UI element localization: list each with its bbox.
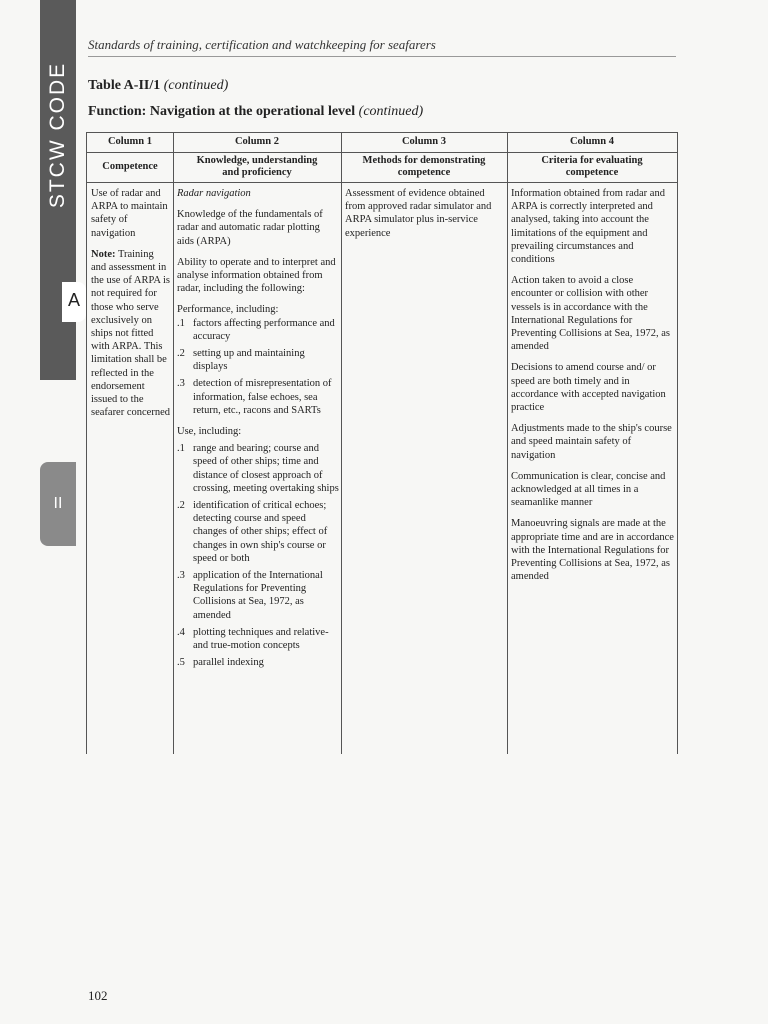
- chapter-label: II: [53, 495, 63, 512]
- table-rule-header: [87, 182, 677, 183]
- running-head: Standards of training, certification and watchkeeping for seafarers: [88, 37, 436, 52]
- side-tab-stcw-code: [40, 0, 80, 380]
- column-divider-1: [173, 132, 174, 754]
- function-title-suffix: (continued): [358, 104, 424, 119]
- list-item: [177, 317, 339, 343]
- performance-label: Performance, including:: [177, 304, 279, 316]
- criteria-item: Decisions to amend course and/ or speed are both timely and in accordance with accepted navigation practice: [511, 362, 666, 414]
- column-divider-3: [507, 132, 508, 754]
- list-item: [177, 656, 339, 669]
- list-item-number: .1: [177, 317, 185, 329]
- list-item-text: range and bearing; course and speed of other ships; time and distance of closest approach of crossing, meeting overtaking ships: [193, 443, 339, 494]
- knowledge-fundamentals: Knowledge of the fundamentals of radar and automatic radar plotting aids (ARPA): [177, 209, 323, 247]
- list-item: [177, 626, 339, 652]
- list-item: [177, 569, 339, 622]
- criteria-item: Adjustments made to the ship's course and speed maintain safety of navigation: [511, 423, 672, 461]
- list-item-number: .2: [177, 500, 185, 512]
- criteria-item: Action taken to avoid a close encounter or collision with other vessels is in accordance with the International Regulations for Preventing Collisions at Sea, 1972, as amended: [511, 275, 670, 353]
- list-item-text: parallel indexing: [193, 657, 264, 669]
- table-title: [88, 78, 228, 94]
- header-divider: [88, 56, 676, 57]
- competence-note: [91, 248, 171, 420]
- use-label: Use, including:: [177, 426, 242, 438]
- list-item-text: setting up and maintaining displays: [193, 348, 305, 373]
- list-item-text: identification of critical echoes; detecting course and speed changes of other ships; effect of changes in own ship's course or speed or both: [193, 500, 328, 564]
- list-item-text: plotting techniques and relative- and true-motion concepts: [193, 626, 329, 652]
- competence-table: [86, 132, 678, 754]
- list-item-number: .4: [177, 626, 185, 638]
- note-text: Training and assessment in the use of ARPA is not required for those who serve exclusively on ships not fitted with ARPA. This limitation shall be reflected in the endorsement issued to the seafarer concerned: [91, 248, 170, 419]
- part-letter: A: [67, 290, 80, 310]
- criteria-item: Communication is clear, concise and acknowledged at all times in a seamanlike manner: [511, 470, 666, 509]
- list-item: [177, 499, 339, 565]
- list-item-number: .3: [177, 378, 185, 390]
- column-1-heading: Competence: [102, 161, 158, 172]
- function-title: [88, 104, 423, 120]
- column-1-cell: [91, 187, 171, 419]
- competence-text: Use of radar and ARPA to maintain safety of navigation: [91, 188, 168, 239]
- criteria-item: Manoeuvring signals are made at the appropriate time and are in accordance with the International Regulations for Preventing Collisions at Sea, 1972, as amended: [511, 518, 674, 583]
- chapter-tab: [40, 462, 76, 546]
- list-item-text: application of the International Regulations for Preventing Collisions at Sea, 1972, as amended: [193, 570, 323, 621]
- list-item: [177, 347, 339, 373]
- list-item-text: detection of misrepresentation of information, false echoes, sea return, etc., racons and SARTs: [193, 378, 332, 416]
- table-title-suffix: (continued): [163, 78, 229, 93]
- column-2-cell: [177, 187, 339, 670]
- column-4-heading: Criteria for evaluating competence: [541, 155, 643, 178]
- table-title-main: Table A-II/1: [88, 78, 161, 93]
- column-2-number: Column 2: [234, 136, 280, 147]
- list-item-number: .5: [177, 657, 185, 669]
- column-1-number: Column 1: [107, 136, 153, 147]
- stcw-code-label-wrap: [40, 60, 76, 210]
- list-item-number: .3: [177, 570, 185, 582]
- column-3-number: Column 3: [401, 136, 447, 147]
- stcw-code-label: STCW CODE: [46, 61, 70, 209]
- column-4-number: Column 4: [569, 136, 615, 147]
- method-text: Assessment of evidence obtained from approved radar simulator and ARPA simulator plus in-service experience: [345, 188, 492, 239]
- column-4-cell: [511, 187, 675, 583]
- function-title-main: Function: Navigation at the operational level: [88, 104, 356, 119]
- list-item-text: factors affecting performance and accuracy: [193, 317, 335, 342]
- list-item-number: .2: [177, 348, 185, 360]
- column-divider-2: [341, 132, 342, 754]
- list-item: [177, 442, 339, 495]
- knowledge-heading: Radar navigation: [177, 188, 251, 199]
- list-item: [177, 377, 339, 417]
- criteria-item: Information obtained from radar and ARPA is correctly interpreted and analysed, taking into account the limitations of the equipment and prevailing circumstances and conditions: [511, 188, 665, 266]
- knowledge-ability: Ability to operate and to interpret and analyse information obtained from radar, including the following:: [177, 256, 336, 295]
- column-3-cell: [345, 187, 505, 240]
- column-2-heading: Knowledge, understanding and proficiency: [196, 155, 318, 178]
- list-item-number: .1: [177, 443, 185, 455]
- note-label: Note:: [91, 248, 116, 260]
- column-3-heading: Methods for demonstrating competence: [362, 155, 486, 178]
- page-number: 102: [88, 988, 108, 1003]
